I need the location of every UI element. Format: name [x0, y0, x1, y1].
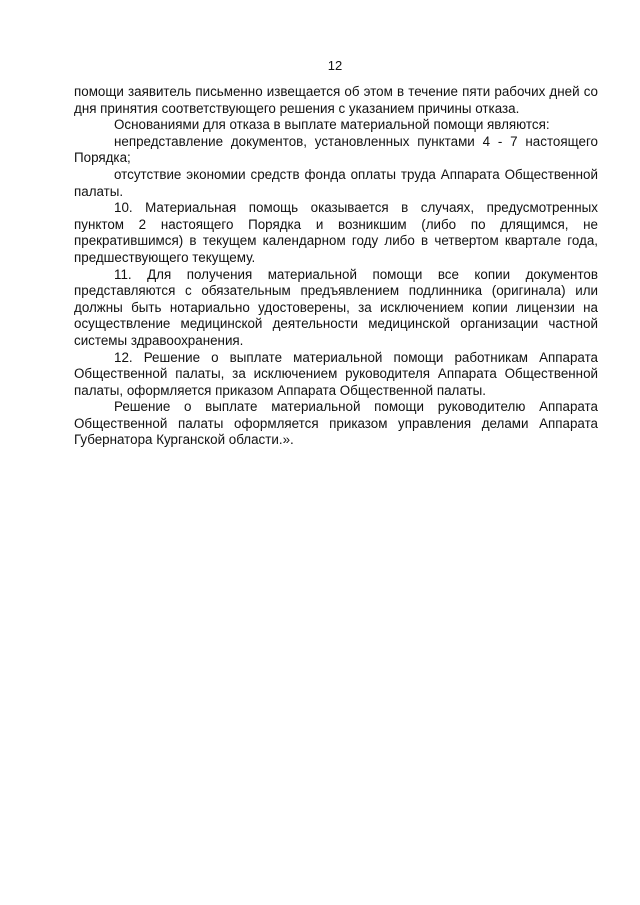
document-body	[74, 84, 598, 449]
page-number: 12	[327, 58, 343, 73]
paragraph-item-12: 12. Решение о выплате материальной помощи работникам Аппарата Общественной палаты, за исключением руководителя Аппарата Общественной палаты, оформляется приказом Аппарата Общественной палаты.	[74, 349, 598, 398]
paragraph: отсутствие экономии средств фонда оплаты труда Аппарата Общественной палаты.	[74, 166, 598, 199]
paragraph: непредставление документов, установленных пунктами 4 - 7 настоящего Порядка;	[74, 133, 598, 166]
paragraph: Основаниями для отказа в выплате материальной помощи являются:	[114, 117, 550, 133]
paragraph: Решение о выплате материальной помощи руководителю Аппарата Общественной палаты оформляется приказом управления делами Аппарата Губернатора Курганской области.».	[74, 399, 598, 448]
paragraph-item-11: 11. Для получения материальной помощи все копии документов представляются с обязательным предъявлением подлинника (оригинала) или должны быть нотариально удостоверены, за исключением копии лицензии на осуществление медицинской деятельности медицинской организации частной системы здравоохранения.	[74, 266, 598, 348]
paragraph-item-10: 10. Материальная помощь оказывается в случаях, предусмотренных пунктом 2 настоящего Порядка и возникшим (либо по длящимся, не прекратившимся) в текущем календарном году либо в четвертом квартале года, предшествующего текущему.	[74, 200, 598, 265]
paragraph: помощи заявитель письменно извещается об этом в течение пяти рабочих дней со дня принятия соответствующего решения с указанием причины отказа.	[74, 84, 598, 116]
